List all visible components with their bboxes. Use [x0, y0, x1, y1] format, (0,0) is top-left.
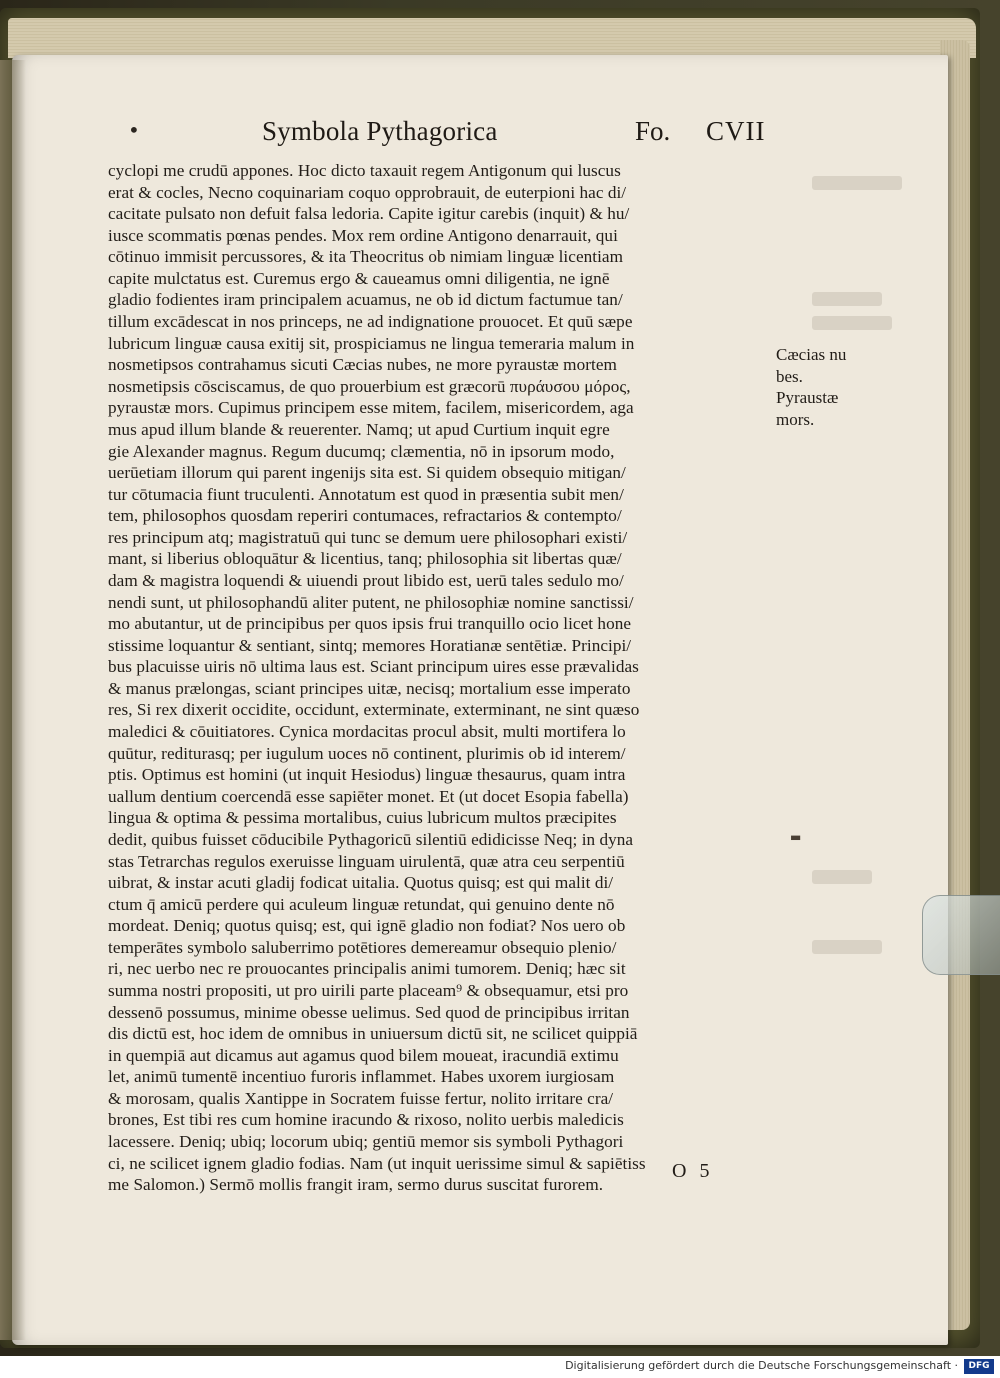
text-line: gladio fodientes iram principalem acuamus, ne ob id dictum factumue tan/	[108, 290, 623, 310]
text-line: dis dictū est, hoc idem de omnibus in uniuersum dictū sit, ne scilicet quippiā	[108, 1024, 638, 1044]
text-line: ci, ne scilicet ignem gladio fodias. Nam (ut inquit uerissime simul & sapiētiss	[108, 1153, 646, 1173]
running-title: Symbola Pythagorica	[262, 116, 498, 146]
footer-bar	[0, 1356, 1000, 1378]
text-line: mant, si liberius obloquātur & licentius, tanq; philosophia sit libertas quæ/	[108, 549, 622, 569]
bleed-through-mark	[812, 292, 882, 306]
text-line: me Salomon.) Sermō mollis frangit iram, sermo durus suscitat furorem.	[108, 1175, 604, 1195]
text-line: res principum atq; magistratuū qui tunc se demum uere philosophari existi/	[108, 527, 628, 547]
text-line: mordeat. Deniq; quotus quisq; est, qui ignē gladio non fodiat? Nos uero ob	[108, 916, 626, 936]
page-edges-top	[8, 18, 976, 58]
text-line: in quempiā aut dicamus aut agamus quod bilem moueat, iracundiā extimu	[108, 1045, 619, 1065]
spine-shadow	[0, 60, 26, 1340]
text-line: nendi sunt, ut philosophandū aliter putent, ne philosophiæ nomine sanctissi/	[108, 592, 634, 612]
clip-icon	[922, 895, 1000, 975]
text-line: mus apud illum blande & reuerenter. Namq; ut apud Curtium inquit egre	[108, 419, 610, 439]
text-line: quūtur, rediturasq; per iugulum uoces nō continent, plurimis ob id interem/	[108, 743, 626, 763]
text-line: summa nostri propositi, ut pro uirili parte placeam⁹ & obsequamur, etsi pro	[108, 980, 629, 1000]
text-line: uallum dentium coercendā esse sapiēter monet. Et (ut docet Esopia fabella)	[108, 786, 629, 806]
text-line: dedit, quibus fuisset cōducibile Pythagoricū silentiū edidicisse Neq; in dyna	[108, 829, 634, 849]
text-line: nosmetipsis cōsciscamus, de quo prouerbium est græcorū πυράυσου μόρος,	[108, 376, 631, 396]
bleed-through-mark	[812, 176, 902, 190]
text-line: uibrat, & instar acuti gladij fodicat uitalia. Quotus quisq; est qui malit di/	[108, 873, 614, 893]
text-line: pyraustæ mors. Cupimus principem esse mitem, facilem, misericordem, aga	[108, 398, 634, 418]
header-mark: •	[128, 118, 140, 142]
text-line: dam & magistra loquendi & uiuendi prout libido est, uerū tales sedulo mo/	[108, 570, 624, 590]
text-line: cōtinuo immisit percussores, & ita Theocritus ob nimiam linguæ licentiam	[108, 247, 624, 267]
text-line: stas Tetrarchas regulos exeruisse linguam uirulentā, quæ atra ceu serpentiū	[108, 851, 625, 871]
dfg-logo: DFG	[964, 1359, 994, 1374]
bleed-through-mark	[812, 940, 882, 954]
text-line: bus placuisse uiris nō ultima laus est. Sciant principum uires esse prævalidas	[108, 657, 639, 677]
margin-note	[776, 344, 876, 430]
text-line: tillum excādescat in nos princeps, ne ad indignatione prouocet. Et quū sæpe	[108, 312, 633, 332]
margin-note-line: Pyraustæ	[776, 388, 839, 408]
signature-mark: O 5	[672, 1160, 714, 1182]
footer-credit: Digitalisierung gefördert durch die Deutsche Forschungsgemeinschaft ·	[565, 1359, 958, 1372]
text-line: maledici & cōuitiatores. Cynica mordacitas procul absit, multi mortifera lo	[108, 722, 626, 742]
margin-note-line: mors.	[776, 409, 815, 429]
bleed-through-mark	[812, 316, 892, 330]
margin-note-line: bes.	[776, 366, 803, 386]
text-line: res, Si rex dixerit occidite, occidunt, exterminate, exterminant, ne sint quæso	[108, 700, 640, 720]
text-line: ptis. Optimus est homini (ut inquit Hesiodus) linguæ thesaurus, quam intra	[108, 765, 626, 785]
ink-fleck-icon: ▬	[790, 830, 802, 844]
body-text	[108, 160, 770, 1196]
folio-number: CVII	[706, 116, 766, 146]
bleed-through-mark	[812, 870, 872, 884]
text-line: ri, nec uerbo nec re prouocantes principalis animi tumorem. Deniq; hæc sit	[108, 959, 626, 979]
text-line: erat & cocles, Necno coquinariam coquo opprobrauit, de euterpioni hac di/	[108, 182, 627, 202]
text-line: lubricum linguæ causa exitij sit, prospiciamus ne lingua temeraria malum in	[108, 333, 635, 353]
text-line: uerūetiam illorum qui parent ingenijs sita est. Si quidem obsequio mitigan/	[108, 463, 626, 483]
text-line: stissime loquantur & sentiant, sintq; memores Horatianæ sentētiæ. Principi/	[108, 635, 632, 655]
text-line: capite mulctatus est. Curemus ergo & caueamus omni diligentia, ne ignē	[108, 268, 610, 288]
text-line: gie Alexander magnus. Regum ducumq; clæmentia, nō in ipsorum modo,	[108, 441, 615, 461]
text-line: nosmetipsos contrahamus sicuti Cæcias nubes, ne more pyraustæ mortem	[108, 355, 617, 375]
text-line: brones, Est tibi res cum homine iracundo & rixoso, nolito uerbis maledicis	[108, 1110, 624, 1130]
folio-label: Fo.	[635, 116, 671, 146]
text-line: tem, philosophos quosdam reperiri contumaces, refractarios & contempto/	[108, 506, 622, 526]
text-line: dessenō possumus, minime obesse uelimus. Sed quod de principibus irritan	[108, 1002, 630, 1022]
margin-note-line: Cæcias nu	[776, 345, 847, 364]
text-line: tur cōtumacia fiunt truculenti. Annotatum est quod in præsentia subit men/	[108, 484, 624, 504]
text-line: & manus prælongas, sciant principes uitæ, necisq; mortalium esse imperato	[108, 678, 631, 698]
text-line: ctum q̄ amicū perdere qui aculeum linguæ retundat, qui genuino dente nō	[108, 894, 615, 914]
text-line: let, animū tumentē incentiuo furoris inflammet. Habes uxorem iurgiosam	[108, 1067, 615, 1087]
text-line: cacitate pulsato non defuit falsa ledoria. Capite igitur carebis (inquit) & hu/	[108, 204, 630, 224]
text-line: & morosam, qualis Xantippe in Socratem fuisse fertur, nolito irritare cra/	[108, 1088, 614, 1108]
text-line: lingua & optima & pessima mortalibus, cuius lubricum multos præcipites	[108, 808, 617, 828]
text-line: cyclopi me crudū appones. Hoc dicto taxauit regem Antigonum qui luscus	[108, 161, 621, 180]
text-line: temperātes symbolo saluberrimo potētiores demereamur obsequio plenio/	[108, 937, 617, 957]
text-line: lacessere. Deniq; ubiq; locorum ubiq; gentiū memor sis symboli Pythagori	[108, 1132, 624, 1152]
text-line: mo abutantur, ut de principibus per quos ipsis frui tranquillo ocio licet hone	[108, 614, 632, 634]
text-line: iusce scommatis pœnas pendes. Mox rem ordine Antigono denarrauit, qui	[108, 225, 618, 245]
